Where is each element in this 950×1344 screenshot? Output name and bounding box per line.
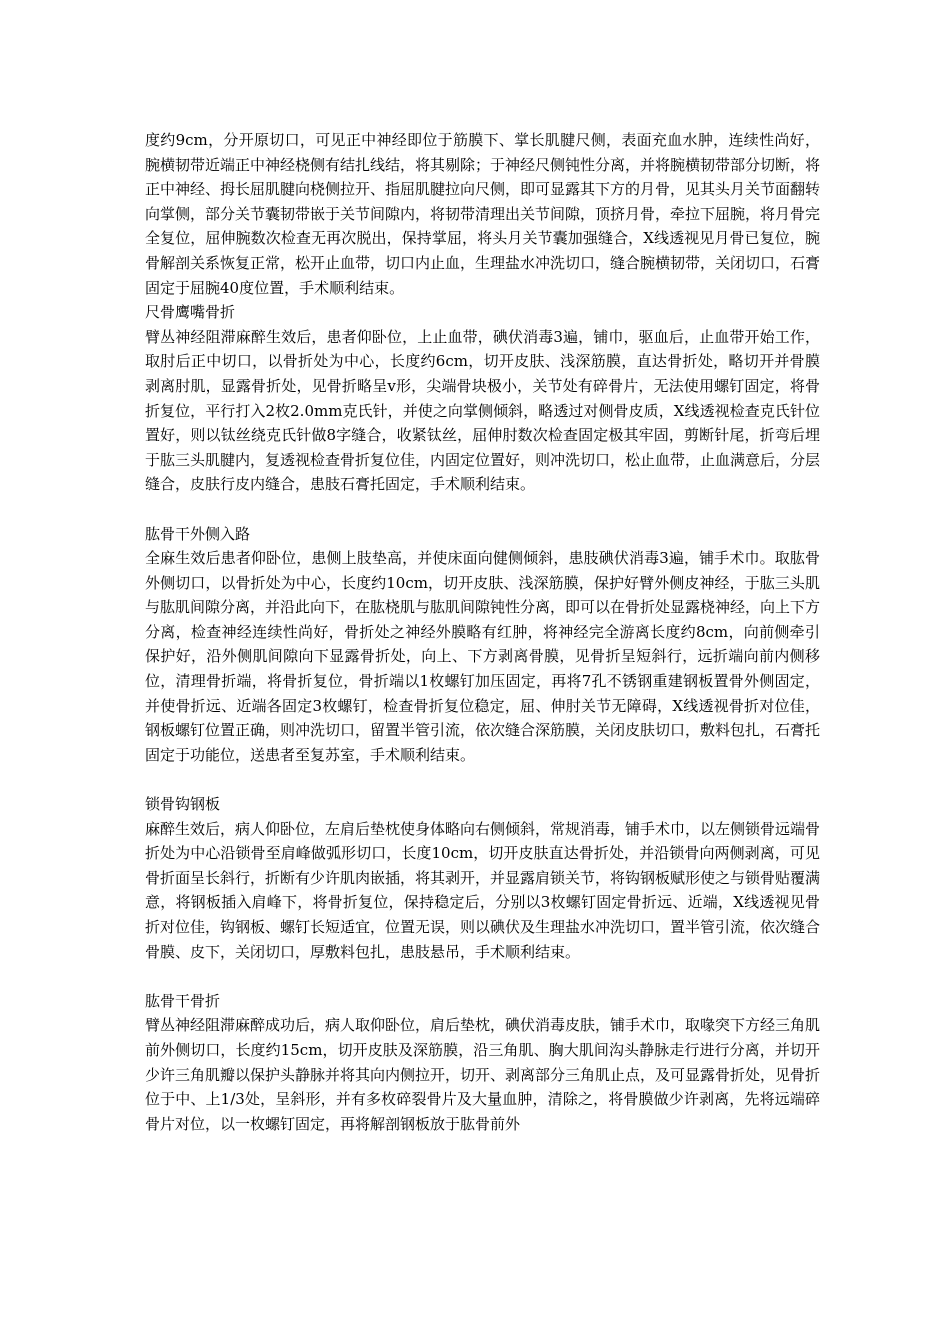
section-title-olecranon: 尺骨鹰嘴骨折 — [145, 303, 236, 322]
intro-paragraph: 度约9cm，分开原切口，可见正中神经即位于筋膜下、掌长肌腱尺侧，表面充血水肿，连续性尚好，腕横韧带近端正中神经桡侧有结扎线结，将其剔除；于神经尺侧钝性分离，并将腕横韧带部分切断，将正中神经、拇长屈肌腱向桡侧拉开、指屈肌腱拉向尺侧，即可显露其下方的月骨，见其头月关节面翻转向掌侧，部分关节囊韧带嵌于关节间隙内，将韧带清理出关节间隙，顶挤月骨，牵拉下屈腕，将月骨完全复位，屈伸腕数次检查无再次脱出，保持掌屈，将头月关节囊加强缝合，X线透视见月骨已复位，腕骨解剖关系恢复正常，松开止血带，切口内止血，生理盐水冲洗切口，缝合腕横韧带，关闭切口，石膏固定于屈腕40度位置，手术顺利结束。 — [145, 131, 821, 297]
section-body-humeral-lateral: 全麻生效后患者仰卧位，患侧上肢垫高，并使床面向健侧倾斜，患肢碘伏消毒3遍，铺手术巾。取肱骨外侧切口，以骨折处为中心，长度约10cm，切开皮肤、浅深筋膜，保护好臂外侧皮神经，于肱三头肌与肱肌间隙分离，并沿此向下，在肱桡肌与肱肌间隙钝性分离，即可以在骨折处显露桡神经，向上下方分离，检查神经连续性尚好，骨折处之神经外膜略有红肿，将神经完全游离长度约8cm，向前侧牵引保护好，沿外侧肌间隙向下显露骨折处，向上、下方剥离骨膜，见骨折呈短斜行，远折端向前内侧移位，清理骨折端，将骨折复位，骨折端以1枚螺钉加压固定，再将7孔不锈钢重建钢板置骨外侧固定，并使骨折远、近端各固定3枚螺钉，检查骨折复位稳定，屈、伸肘关节无障碍，X线透视骨折对位佳，钢板螺钉位置正确，则冲洗切口，留置半管引流，依次缝合深筋膜，关闭皮肤切口，敷料包扎，石膏托固定于功能位，送患者至复苏室，手术顺利结束。 — [145, 549, 821, 764]
section-body-humeral-shaft: 臂丛神经阻滞麻醉成功后，病人取仰卧位，肩后垫枕，碘伏消毒皮肤，铺手术巾，取喙突下方经三角肌前外侧切口，长度约15cm，切开皮肤及深筋膜，沿三角肌、胸大肌间沟头静脉走行进行分离，并切开少许三角肌瓣以保护头静脉并将其向内侧拉开，切开、剥离部分三角肌止点，及可显露骨折处，见骨折位于中、上1/3处，呈斜形，并有多枚碎裂骨片及大量血肿，清除之，将骨膜做少许剥离，先将远端碎骨片对位，以一枚螺钉固定，再将解剖钢板放于肱骨前外 — [145, 1016, 821, 1133]
paragraph-spacer — [145, 497, 820, 522]
section-title-humeral-lateral: 肱骨干外侧入路 — [145, 524, 251, 543]
section-title-humeral-shaft: 肱骨干骨折 — [145, 991, 221, 1010]
paragraph-spacer — [145, 767, 820, 792]
section-body-olecranon: 臂丛神经阻滞麻醉生效后，患者仰卧位，上止血带，碘伏消毒3遍，铺巾，驱血后，止血带开始工作，取肘后正中切口，以骨折处为中心，长度约6cm，切开皮肤、浅深筋膜，直达骨折处，略切开并骨膜剥离肘肌，显露骨折处，见骨折略呈v形，尖端骨块极小，关节处有碎骨片，无法使用螺钉固定，将骨折复位，平行打入2枚2.0mm克氏针，并使之向掌侧倾斜，略透过对侧骨皮质，X线透视检查克氏针位置好，则以钛丝绕克氏针做8字缝合，收紧钛丝，屈伸肘数次检查固定极其牢固，剪断针尾，折弯后埋于肱三头肌腱内，复透视检查骨折复位佳，内固定位置好，则冲洗切口，松止血带，止血满意后，分层缝合，皮肤行皮内缝合，患肢石膏托固定，手术顺利结束。 — [145, 327, 821, 494]
section-title-clavicle-hook: 锁骨钩钢板 — [145, 795, 221, 814]
document-page — [145, 128, 820, 1136]
section-body-clavicle-hook: 麻醉生效后，病人仰卧位，左肩后垫枕使身体略向右侧倾斜，常规消毒，铺手术巾，以左侧锁骨远端骨折处为中心沿锁骨至肩峰做弧形切口，长度10cm，切开皮肤直达骨折处，并沿锁骨向两侧剥离，可见骨折面呈长斜行，折断有少许肌肉嵌插，将其剥开，并显露肩锁关节，将钩钢板赋形使之与锁骨贴覆满意，将钢板插入肩峰下，将骨折复位，保持稳定后，分别以3枚螺钉固定骨折远、近端，X线透视见骨折对位佳，钩钢板、螺钉长短适宜，位置无误，则以碘伏及生理盐水冲洗切口，置半管引流，依次缝合骨膜、皮下，关闭切口，厚敷料包扎，患肢悬吊，手术顺利结束。 — [145, 819, 821, 961]
paragraph-spacer — [145, 964, 820, 989]
